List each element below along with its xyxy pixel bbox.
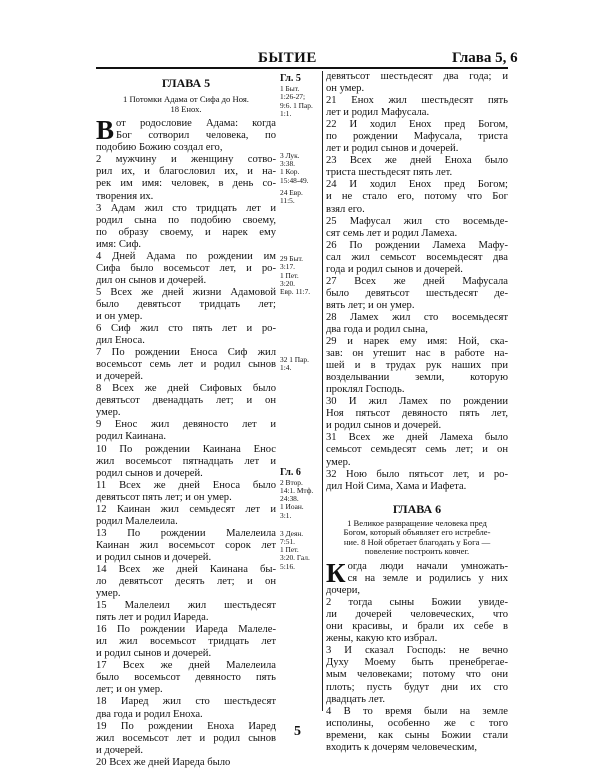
verse-line: имя: Сиф. — [96, 238, 142, 250]
verse-line: 5 Всех же дней жизни Адамовой — [96, 286, 276, 298]
margin-chapter-5-label: Гл. 5 — [280, 73, 301, 84]
verse-line: по образу своему, и нарек ему — [96, 226, 276, 238]
verse-line: мым человеками; потому что они — [326, 669, 508, 681]
verse-line: сал жил семьсот восемьдесят два — [326, 251, 508, 263]
verse-line: 13 По рождении Малелеила — [96, 527, 276, 539]
cross-reference-line: 5:16. — [280, 561, 295, 571]
right-text-column — [326, 71, 508, 754]
cross-reference-line: 1:4. — [280, 363, 292, 373]
verse-line: 4 Дней Адама по рождении им — [96, 250, 276, 262]
chapter-6-verses — [326, 597, 508, 754]
verse-line: родил сынов и дочерей. — [96, 467, 203, 479]
cross-reference-line: 3:20. Гал. — [280, 553, 310, 563]
header-rule — [96, 67, 508, 69]
cross-reference-line: 7:51. — [280, 537, 295, 547]
cross-reference — [280, 530, 324, 571]
chapter-6-opening — [326, 558, 508, 597]
verse-line: родил Малелеила. — [96, 515, 178, 527]
verse-line: и дочерей. — [96, 744, 144, 756]
cross-reference — [280, 255, 324, 296]
chapter-5-verses-continued — [326, 71, 508, 493]
chapter-5-opening — [96, 115, 276, 154]
cross-reference — [280, 356, 324, 372]
verse-line: жены, какую кто избрал. — [326, 633, 438, 645]
verse-line: 7 По рождении Еноса Сиф жил — [96, 347, 276, 359]
verse-line: 18 Иаред жил сто шестьдесят — [96, 696, 276, 708]
verse-line: творения их. — [96, 190, 154, 202]
verse-line: 27 Всех же дней Мафусала — [326, 275, 508, 287]
verse-line: подобию Божию создал его, — [96, 142, 223, 154]
verse-line: по рождении Мафусала, триста — [326, 131, 508, 143]
cross-reference-line: 9:6. 1 Пар. — [280, 100, 313, 110]
verse-line: умер. — [96, 588, 121, 600]
margin-chapter-6-label: Гл. 6 — [280, 466, 301, 478]
verse-line: взял его. — [326, 203, 365, 215]
verse-line: 6 Сиф жил сто пять лет и ро- — [96, 323, 276, 335]
verse-line: они красивы, и брали их себе в — [326, 621, 508, 633]
cross-reference — [280, 152, 324, 185]
verse-line: 23 Всех же дней Еноха было — [326, 155, 508, 167]
summary-line: 18 Енох. — [170, 104, 202, 114]
verse-line: ся на земле и родились у них — [347, 573, 508, 585]
verse-line: 32 Ною было пятьсот лет, и ро- — [326, 468, 508, 480]
cross-reference — [280, 479, 324, 520]
verse-line: 21 Енох жил шестьдесят пять — [326, 95, 508, 107]
verse-line: семьсот семьдесят семь лет; и он — [326, 444, 508, 456]
cross-reference-line: 3:17. — [280, 262, 295, 272]
verse-line: огда люди начали умножать- — [347, 561, 508, 573]
summary-line: 1 Потомки Адама от Сифа до Ноя. — [123, 95, 249, 105]
verse-line: 14 Всех же дней Каинана бы- — [96, 563, 276, 575]
cross-reference-line: 1:26-27; — [280, 92, 306, 102]
summary-line: 1 Великое развращение человека пред — [347, 518, 487, 528]
verse-line: времени, как сыны Божии стали — [326, 729, 508, 741]
verse-line: Каинан жил восемьсот сорок лет — [96, 539, 276, 551]
verse-line: рил их, и благословил их, и на- — [96, 166, 276, 178]
verse-line: два года и родил сына, — [326, 323, 428, 335]
cross-reference-line: 11:5. — [280, 196, 295, 206]
verse-line: он умер. — [326, 83, 365, 95]
verse-line: было девятьсот тридцать лет; — [96, 298, 276, 310]
verse-line: Ноя пятьсот девяносто пять лет, — [326, 408, 508, 420]
cross-reference-line: 2 Втор. — [280, 477, 303, 487]
verse-line: пять лет и родил Иареда. — [96, 612, 209, 624]
verse-line: девятьсот пять лет; и он умер. — [96, 491, 232, 503]
verse-line: 10 По рождении Каинана Енос — [96, 443, 276, 455]
verse-line: девятьсот двенадцать лет; и он — [96, 395, 276, 407]
verse-line: возделывании земли, которую — [326, 372, 508, 384]
verse-line: 30 И жил Ламех по рождении — [326, 396, 508, 408]
verse-line: плоть; пусть будут дни их сто — [326, 681, 508, 693]
chapter-6-cross-references — [280, 479, 324, 571]
verse-line: Бог сотворил человека, по — [116, 130, 276, 142]
verse-line: 24 И ходил Енох пред Богом; — [326, 179, 508, 191]
verse-line: 11 Всех же дней Еноса было — [96, 479, 276, 491]
chapter-6-first-lines — [326, 558, 508, 597]
verse-line: дил Ной Сима, Хама и Иафета. — [326, 480, 467, 492]
cross-reference — [280, 189, 324, 205]
verse-line: умер. — [96, 407, 121, 419]
verse-line: 9 Енос жил девяносто лет и — [96, 419, 276, 431]
verse-line: 29 и нарек ему имя: Ной, ска- — [326, 336, 508, 348]
verse-line: 22 И ходил Енох пред Богом, — [326, 119, 508, 131]
verse-line: 31 Всех же дней Ламеха было — [326, 432, 508, 444]
cross-reference-line: 29 Быт. — [280, 254, 303, 264]
cross-reference-line: 3 Лук. — [280, 151, 300, 161]
cross-reference-line: 15:48-49. — [280, 175, 309, 185]
verse-line: вять лет; и он умер. — [326, 299, 415, 311]
verse-line: 2 мужчину и женщину сотво- — [96, 154, 276, 166]
verse-line: сят семь лет и родил Ламеха. — [326, 227, 458, 239]
verse-line: 16 По рождении Иареда Малеле- — [96, 624, 276, 636]
verse-line: лет и родил Мафусала. — [326, 107, 430, 119]
verse-line: 17 Всех же дней Малелеила — [96, 660, 276, 672]
verse-line: родил Каинана. — [96, 431, 166, 443]
verse-line: умер. — [326, 456, 351, 468]
verse-line: дочери, — [326, 585, 361, 597]
verse-line: девятьсот шестьдесят два года; и — [326, 71, 508, 82]
cross-reference-line: 32 1 Пар. — [280, 355, 309, 365]
verse-line: Духу Моему быть пренебрегае- — [326, 657, 508, 669]
running-chapter-range: Глава 5, 6 — [452, 50, 518, 66]
verse-line: шей и в трудах рук наших при — [326, 360, 508, 372]
cross-reference-line: 24 Евр. — [280, 187, 303, 197]
verse-line: и родил сынов и дочерей. — [326, 420, 442, 432]
verse-line: рек им имя: человек, в день со- — [96, 178, 276, 190]
verse-line: 19 По рождении Еноха Иаред — [96, 720, 276, 732]
summary-line: ние. 8 Ной обретает благодать у Бога — — [343, 537, 491, 547]
verse-line: ло девятьсот десять лет; и он — [96, 576, 276, 588]
chapter-6-dropcap: К — [326, 558, 346, 589]
verse-line: двадцать лет. — [326, 693, 386, 705]
verse-line: жил восемьсот лет и родил сынов — [96, 732, 276, 744]
cross-reference-line: 3:38. — [280, 159, 295, 169]
verse-line: восемьсот семь лет и родил сынов — [96, 359, 276, 371]
cross-reference-line: 1 Быт. — [280, 84, 300, 94]
left-text-column — [96, 71, 276, 769]
verse-line: дил Еноса. — [96, 335, 145, 347]
verse-line: ли дочерей человеческих, что — [326, 609, 508, 621]
cross-reference-line: 1:1. — [280, 108, 292, 118]
chapter-6-heading: ГЛАВА 6 — [392, 501, 442, 516]
cross-reference-line: Евр. 11:7. — [280, 287, 311, 297]
verse-line: 15 Малелеил жил шестьдесят — [96, 600, 276, 612]
cross-reference-column — [280, 71, 324, 575]
verse-line: и родил сынов и дочерей. — [96, 648, 212, 660]
cross-reference-line: 24:38. — [280, 494, 299, 504]
verse-line: лет; и он умер. — [96, 684, 163, 696]
verse-line: и он умер. — [96, 310, 143, 322]
verse-line: проклял Господь. — [326, 384, 405, 396]
verse-line: родил сына по подобию своему, — [96, 214, 276, 226]
verse-line: от родословие Адама: когда — [116, 118, 276, 130]
chapter-5-heading: ГЛАВА 5 — [161, 76, 211, 90]
verse-line: 3 Адам жил сто тридцать лет и — [96, 202, 276, 214]
running-book-title: БЫТИЕ — [258, 50, 317, 66]
verse-line: 26 По рождении Ламеха Мафу- — [326, 239, 508, 251]
verse-line: 3 И сказал Господь: не вечно — [326, 645, 508, 657]
verse-line: входить к дочерям человеческим, — [326, 741, 477, 753]
verse-line: 12 Каинан жил семьдесят лет и — [96, 503, 276, 515]
cross-reference-line: 3:20. — [280, 278, 295, 288]
summary-line: повеление построить ковчег. — [364, 547, 470, 557]
chapter-5-first-lines — [96, 115, 276, 154]
chapter-5-cross-references — [280, 85, 324, 372]
summary-line: Богом, который объявляет его истребле- — [343, 528, 491, 538]
cross-reference-line: 1 Иоан. — [280, 502, 304, 512]
verse-line: зав: он утешит нас в работе на- — [326, 348, 508, 360]
verse-line: 28 Ламех жил сто восемьдесят — [326, 311, 508, 323]
verse-line: ил жил восемьсот тридцать лет — [96, 636, 276, 648]
cross-reference — [280, 85, 324, 118]
chapter-5-summary — [96, 95, 276, 114]
verse-line: и не стало его, потому что Бог — [326, 191, 508, 203]
verse-line: лет и родил сынов и дочерей. — [326, 143, 459, 155]
verse-line: 2 тогда сыны Божии увиде- — [326, 597, 508, 609]
verse-line: 25 Мафусал жил сто восемьде- — [326, 215, 508, 227]
chapter-5-verses — [96, 154, 276, 768]
cross-reference-line: 1 Кор. — [280, 167, 300, 177]
verse-line: два года и родил Еноха. — [96, 708, 203, 720]
verse-line: дил он сынов и дочерей. — [96, 274, 207, 286]
verse-line: жил восемьсот пятнадцать лет и — [96, 455, 276, 467]
page-number: 5 — [294, 724, 301, 739]
verse-line: и дочерей. — [96, 371, 144, 383]
chapter-6-summary — [326, 519, 508, 557]
verse-line: 8 Всех же дней Сифовых было — [96, 383, 276, 395]
verse-line: 20 Всех же дней Иареда было — [96, 756, 231, 768]
verse-line: было восемьсот девяносто пять — [96, 672, 276, 684]
verse-line: исполины, особенно же с того — [326, 717, 508, 729]
verse-line: Сифа было восемьсот лет, и ро- — [96, 262, 276, 274]
verse-line: и родил сынов и дочерей. — [96, 551, 212, 563]
column-divider — [322, 71, 323, 711]
verse-line: 4 В то время были на земле — [326, 705, 508, 717]
cross-reference-line: 3:1. — [280, 510, 292, 520]
verse-line: триста шестьдесят пять лет. — [326, 167, 453, 179]
verse-line: было девятьсот шестьдесят де- — [326, 287, 508, 299]
verse-line: года и родил сынов и дочерей. — [326, 263, 463, 275]
cross-reference-line: 3 Деян. — [280, 528, 304, 538]
cross-reference-line: 1 Пет. — [280, 270, 299, 280]
cross-reference-line: 14:1. Мтф. — [280, 486, 314, 496]
chapter-5-dropcap: В — [96, 115, 115, 146]
cross-reference-line: 1 Пет. — [280, 545, 299, 555]
